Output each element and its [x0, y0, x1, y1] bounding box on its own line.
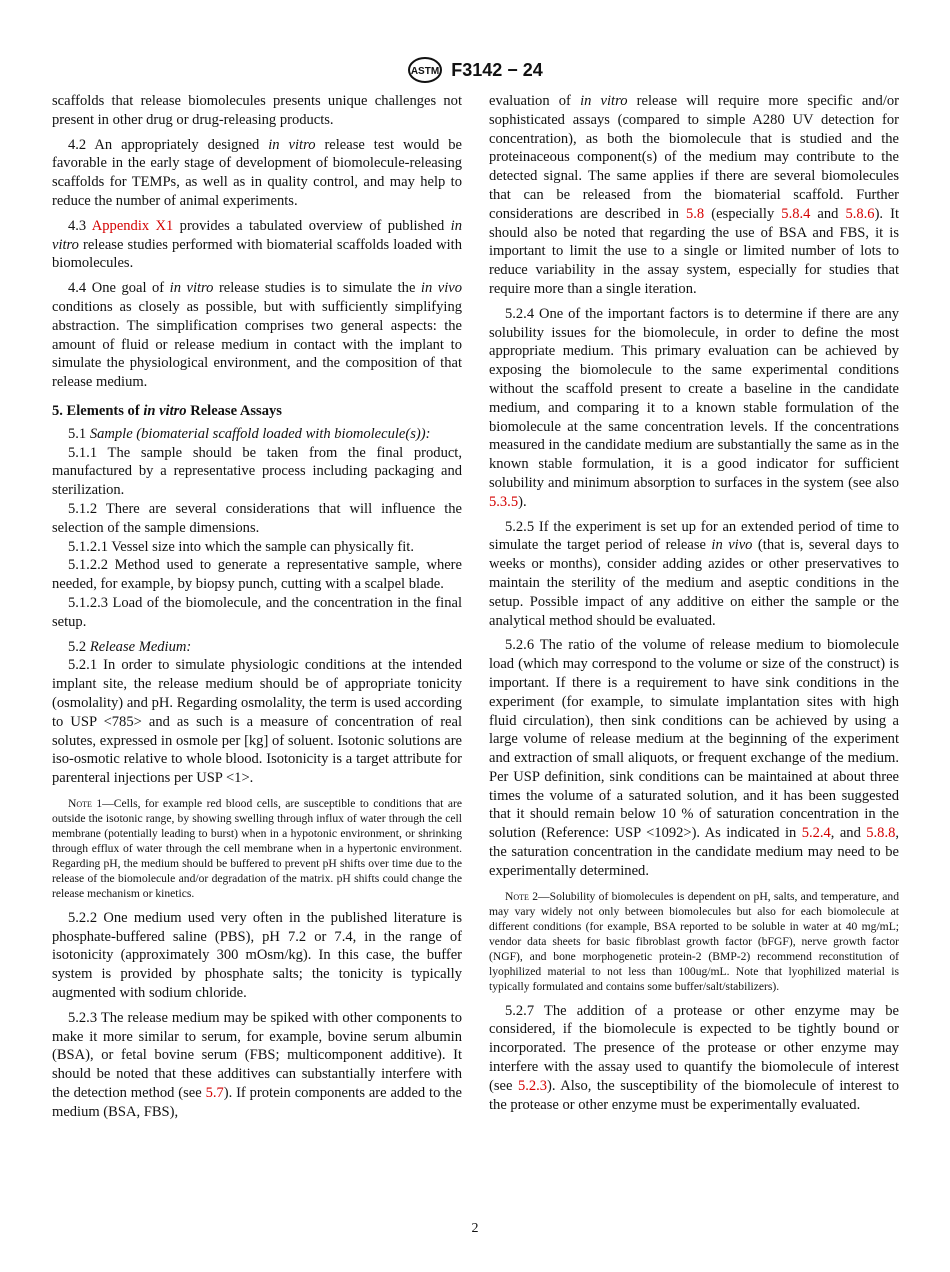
text-run: 5.1.2.1 Vessel size into which the sample can physically fit.	[68, 538, 414, 555]
cross-reference-link[interactable]: 5.8.6	[845, 205, 875, 222]
cross-reference-link[interactable]: 5.8	[686, 205, 705, 222]
italic-text: in vitro	[143, 402, 187, 419]
note-paragraph	[489, 889, 899, 994]
text-run: evaluation of	[489, 93, 581, 109]
paragraph	[52, 92, 462, 130]
paragraph	[52, 279, 462, 392]
cross-reference-link[interactable]: 5.8.8	[866, 825, 896, 842]
italic-text: in vitro	[268, 136, 316, 153]
text-run: release studies is to simulate the	[213, 280, 421, 297]
paragraph	[52, 217, 462, 273]
text-run: 5.1.2.2 Method used to generate a representative sample, where needed, for example, by biopsy punch, cutting with a scalpel blade.	[52, 557, 462, 593]
text-run: 5.2.1 In order to simulate physiologic conditions at the intended implant site, the release medium should be of appropriate tonicity (osmolality) and pH. Regarding osmolality, the term is used according to USP <785> and as such is a measure of concentration of real solutes, expressed in osmole per [kg] of soluent. Isotonic solutions are iso-osmotic relative to whole blood. Isotonicity is a target attribute for parenteral injections per USP <1>.	[52, 657, 462, 787]
text-run: 4.4 One goal of	[68, 280, 170, 297]
note-label: Note	[68, 796, 92, 810]
text-run: release test would be favorable in the early stage of development of biomolecule-releasing scaffolds for TEMPs, as well as in quality control, and may help to reduce the number of animal experiments.	[52, 136, 463, 209]
text-run: 5.2.3 The release medium may be spiked with other components to make it more similar to serum, for example, bovine serum albumin (BSA), or fetal bovine serum (FBS; multicomponent additive). It should be noted that these additives can substantially interfere with the detection method (see	[52, 1009, 462, 1102]
italic-text: Release Medium:	[89, 638, 192, 655]
text-run: ). It should also be noted that regarding the use of BSA and FBS, it is important to limit the use to a single or limited number of lots to reduce variability in the assay system, especially for studies that require more than a single iteration.	[489, 205, 899, 297]
text-run: and	[810, 205, 846, 222]
italic-text: Sample (biomaterial scaffold loaded with biomolecule(s)):	[89, 425, 431, 442]
text-run: ). If protein components are added to the medium (BSA, FBS),	[52, 1085, 462, 1120]
text-run: ). Also, the susceptibility of the biomolecule of interest to the protease or other enzyme must be experimentally evaluated.	[489, 1077, 899, 1113]
text-run: 5. Elements of	[52, 402, 144, 419]
paragraph	[52, 556, 462, 594]
text-run: provides a tabulated overview of published	[173, 217, 451, 234]
paragraph	[52, 425, 462, 444]
paragraph	[489, 518, 899, 631]
note-label: Note	[505, 889, 529, 903]
text-run: (especially	[704, 205, 782, 222]
text-run: 5.2	[68, 638, 90, 655]
right-column	[489, 92, 899, 1114]
paragraph	[52, 656, 462, 788]
paragraph	[52, 500, 462, 538]
paragraph	[489, 636, 899, 880]
paragraph	[52, 909, 462, 1003]
text-run: 5.1.2.3 Load of the biomolecule, and the concentration in the final setup.	[52, 594, 462, 630]
paragraph	[52, 538, 462, 557]
text-run: 5.2.6 The ratio of the volume of release medium to biomolecule load (which may correspond to the volume or size of the construct) is important. If there is a requirement to have sink conditions in the experiment (for example, to simulate implantation sites with high fluid circulation), then sink conditions can be achieved by using a large volume of release medium at the beginning of the experiment and extraction of small aliquots, or frequent exchange of the medium. Per USP definition, sink conditions can be maintained at about three times the volume of a saturated solution, and it has been suggested that it should remain below 10 % of saturation concentration in the solution (Reference: USP <1092>). As indicated in	[489, 637, 899, 842]
cross-reference-link[interactable]: 5.8.4	[781, 205, 811, 222]
text-run: release studies performed with biomaterial scaffolds loaded with biomolecules.	[52, 236, 462, 272]
text-run: 5.1.2 There are several considerations that will influence the selection of the sample dimensions.	[52, 500, 462, 536]
paragraph	[489, 305, 899, 512]
note-paragraph	[52, 796, 462, 901]
text-run: (that is, several days to weeks or months), consider adding azides or other preservatives to maintain the sterility of the medium and aseptic conditions in the setup. Possible impact of any additive on either the sample or the analytical method should be evaluated.	[489, 537, 899, 629]
text-run: 2—Solubility of biomolecules is dependent on pH, salts, and temperature, and may vary widely not only between biomolecules but also for each biomolecule at different conditions (for example, BSA reported to be soluble in water at 40 mg/mL; vendor data sheets for basic fibroblast growth factor (bFGF), nerve growth factor (NGF), and bone morphogenetic protein-2 (BMP-2) recommend reconstitution of lyophilized material to not less than 100ug/mL. Note that lyophilized material is typically formulated and contains some buffer/salt/stabilizers).	[489, 889, 899, 993]
italic-text: in vitro	[580, 93, 628, 109]
cross-reference-link[interactable]: 5.2.3	[517, 1077, 548, 1094]
text-run: 4.3	[68, 217, 92, 234]
paragraph	[489, 92, 899, 299]
text-run: 5.2.2 One medium used very often in the published literature is phosphate-buffered saline (PBS), pH 7.2 or 7.4, in the range of isotonicity (approximately 300 mOsm/kg). In this case, the buffer system is provided by phosphate salts; the tonicity is typically augmented with sodium chloride.	[52, 909, 462, 1002]
text-run: conditions as closely as possible, but with sufficiently simplifying abstraction. The simplification comprises two general aspects: the amount of fluid or release medium in contact with the implant to simulate the physiological environment, and the composition of that release medium.	[52, 298, 462, 391]
text-run: 5.2.7 The addition of a protease or other enzyme may be considered, if the biomolecule is expected to be tightly bound or incorporated. The presence of the protease or other enzyme may interfere with the assay used to quantify the biomolecule of interest (see	[489, 1002, 899, 1094]
page-number: 2	[471, 1221, 479, 1236]
paragraph	[52, 136, 462, 211]
paragraph	[52, 638, 462, 657]
paragraph	[52, 594, 462, 632]
astm-logo-icon	[407, 56, 443, 84]
section-heading	[52, 402, 462, 421]
text-run: 5.1.1 The sample should be taken from the final product, manufactured by a representative process including packaging and sterilization.	[52, 444, 462, 499]
cross-reference-link[interactable]: Appendix X1	[91, 217, 174, 234]
italic-text: in vivo	[711, 537, 753, 554]
italic-text: in vitro	[52, 217, 462, 253]
text-run: 5.2.5 If the experiment is set up for an extended period of time to simulate the target period of release	[489, 518, 899, 554]
text-run: scaffolds that release biomolecules presents unique challenges not present in other drug or drug-releasing products.	[52, 93, 462, 128]
text-run: Release Assays	[186, 402, 282, 419]
text-run: release will require more specific and/or sophisticated assays (compared to simple A280 UV detection for concentration), as both the biomolecule that is studied and the proteinaceous component(s) of the medium may contribute to the detected signal. The same applies if there are several biomolecules that can be released from the biomaterial scaffold. Further considerations are described in	[489, 93, 899, 222]
cross-reference-link[interactable]: 5.3.5	[489, 493, 519, 510]
cross-reference-link[interactable]: 5.2.4	[801, 825, 831, 842]
standard-designation: F3142 − 24	[451, 59, 543, 80]
paragraph	[489, 1002, 899, 1115]
text-run: , and	[830, 825, 867, 842]
text-run: , the saturation concentration in the candidate medium may need to be experimentally determined.	[489, 825, 899, 879]
text-run: ).	[518, 493, 527, 510]
italic-text: in vitro	[169, 280, 214, 297]
text-run: 4.2 An appropriately designed	[68, 136, 269, 153]
svg-text:ASTM: ASTM	[411, 66, 440, 77]
text-run: 5.1	[68, 425, 90, 442]
italic-text: in vivo	[420, 280, 462, 297]
left-column	[52, 92, 462, 1122]
cross-reference-link[interactable]: 5.7	[205, 1085, 224, 1102]
text-run: 1—Cells, for example red blood cells, are susceptible to conditions that are outside the isotonic range, by showing swelling through influx of water through the cell membrane (potentially leading to burst) when in a hypotonic environment, or shrinking through efflux of water through the cell membrane when in a hypertonic environment. Regarding pH, the medium should be buffered to prevent pH shifts over time due to the release of the biomolecule and/or degradation of the matrix. pH shifts could change the release mechanism or kinetics.	[52, 796, 462, 900]
page-header	[0, 56, 950, 84]
text-run: 5.2.4 One of the important factors is to determine if there are any solubility issues for the biomolecule, in order to define the most appropriate medium. This primary evaluation can be achieved by exposing the biomolecule to the same experimental conditions without the scaffold present to create a baseline in the candidate medium, and comparing it to a known stable formulation of the biomolecule at the same concentration levels. If the concentrations measured in the candidate medium are substantially the same as in the known stable formulation, it is a good indicator for sufficient solubility and minimum absorption to surfaces in the system (see also	[489, 305, 899, 491]
paragraph	[52, 1009, 462, 1122]
paragraph	[52, 444, 462, 500]
